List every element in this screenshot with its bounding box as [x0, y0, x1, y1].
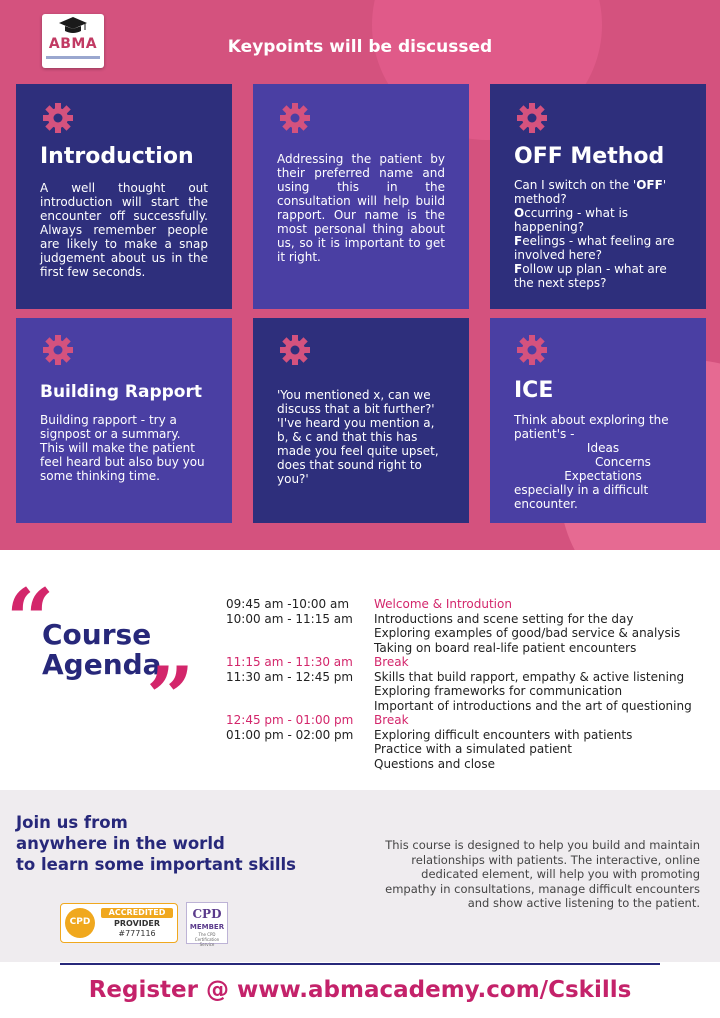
agenda-item: Break	[374, 655, 409, 669]
agenda-time: 12:45 pm - 01:00 pm	[226, 713, 354, 727]
agenda-time	[226, 626, 353, 641]
badge-line: ACCREDITED	[101, 908, 173, 918]
course-description: This course is designed to help you build and maintain relationships with patients. The interactive, online dedicated element, will help you with promoting empathy in consultations, manage difficult encounters and show active listening to the patient.	[385, 838, 700, 910]
close-quote-mark: ”	[146, 648, 195, 747]
agenda-item: Practice with a simulated patient	[374, 742, 572, 756]
agenda-item: Exploring frameworks for communication	[374, 684, 623, 698]
register-link[interactable]: Register @ www.abmacademy.com/Cskills	[88, 977, 632, 1003]
card-body	[514, 413, 682, 511]
gear-icon	[514, 100, 550, 136]
ice-item: Concerns	[595, 455, 651, 469]
divider	[60, 963, 660, 965]
gear-icon	[514, 332, 550, 368]
card-title: OFF Method	[514, 144, 665, 169]
ice-outro: especially in a difficult encounter.	[514, 483, 649, 511]
gear-icon	[277, 332, 313, 368]
agenda-title: Course Agenda	[42, 618, 162, 681]
cpd-accredited-badge	[60, 903, 178, 943]
agenda-time	[226, 742, 353, 757]
cpd-member-badge: CPD MEMBER The CPD Certification Service	[186, 902, 228, 944]
off-item: Occurring - what is happening?	[514, 206, 629, 234]
gear-icon	[40, 332, 76, 368]
badge-line: #777116	[118, 929, 156, 938]
agenda-time: 11:15 am - 11:30 am	[226, 655, 353, 669]
agenda-item: Questions and close	[374, 756, 496, 771]
off-item: Follow up plan - what are the next steps?	[514, 262, 667, 290]
card-off-method	[490, 84, 706, 309]
off-item: Feelings - what feeling are involved here?	[514, 234, 675, 262]
card-building-rapport	[16, 318, 232, 523]
agenda-time	[226, 641, 353, 656]
agenda-time: 09:45 am -10:00 am	[226, 597, 350, 611]
agenda-item: Taking on board real-life patient encounters	[374, 640, 637, 655]
card-introduction	[16, 84, 232, 309]
card-body: A well thought out introduction will start the encounter off successfully. Always remember people are likely to make a snap judgement about us in the first few seconds.	[40, 181, 208, 279]
agenda-time	[226, 757, 353, 772]
agenda-item: Exploring difficult encounters with patients	[374, 727, 633, 742]
card-preferred-name	[253, 84, 469, 309]
quote-line: 'You mentioned x, can we discuss that a bit further?'	[277, 388, 435, 416]
gear-icon	[277, 100, 313, 136]
page-title: Keypoints will be discussed	[227, 37, 493, 57]
open-quote-mark: “	[6, 570, 55, 669]
card-title: Building Rapport	[40, 382, 202, 402]
ice-item: Ideas	[586, 441, 620, 455]
card-title: Introduction	[40, 144, 194, 169]
card-body: Addressing the patient by their preferred name and using this in the consultation will help build rapport. Our name is the most personal thing about us, so it is important to get it right.	[277, 152, 445, 264]
badge-line: PROVIDER	[113, 919, 161, 928]
cpd-ring-icon: CPD	[65, 908, 95, 938]
card-body: Building rapport - try a signpost or a summary. This will make the patient feel heard but also buy you some thinking time.	[40, 413, 205, 483]
agenda-item: Welcome & Introdution	[374, 597, 512, 611]
agenda-time	[226, 699, 353, 714]
agenda-item: Introductions and scene setting for the day	[374, 611, 634, 626]
graduation-cap-icon	[58, 16, 88, 34]
agenda-time: 10:00 am - 11:15 am	[226, 611, 353, 626]
join-panel	[0, 790, 720, 962]
ice-item: Expectations	[564, 469, 642, 483]
agenda-items	[374, 597, 692, 771]
card-title: ICE	[514, 378, 554, 403]
join-heading: Join us from anywhere in the world to learn some important skills	[16, 813, 296, 874]
agenda-item: Important of introductions and the art of questioning	[374, 698, 692, 713]
quote-line: 'I've heard you mention a, b, & c and that this has made you feel quite upset, does that sound right to you?'	[277, 416, 439, 486]
card-signpost-quotes	[253, 318, 469, 523]
agenda-time	[226, 684, 353, 699]
agenda-times	[226, 597, 353, 771]
ice-intro: Think about exploring the patient's -	[514, 413, 669, 441]
gear-icon	[40, 100, 76, 136]
logo-text: ABMA	[48, 36, 98, 52]
agenda-time: 01:00 pm - 02:00 pm	[226, 727, 354, 742]
agenda-item: Exploring examples of good/bad service & analysis	[374, 626, 681, 640]
card-ice	[490, 318, 706, 523]
agenda-time: 11:30 am - 12:45 pm	[226, 669, 354, 684]
agenda-item: Skills that build rapport, empathy & active listening	[374, 669, 685, 684]
agenda-item: Break	[374, 713, 409, 727]
card-body	[277, 388, 445, 486]
off-intro: Can I switch on the 'OFF' method?	[514, 178, 667, 206]
card-body	[514, 178, 682, 290]
